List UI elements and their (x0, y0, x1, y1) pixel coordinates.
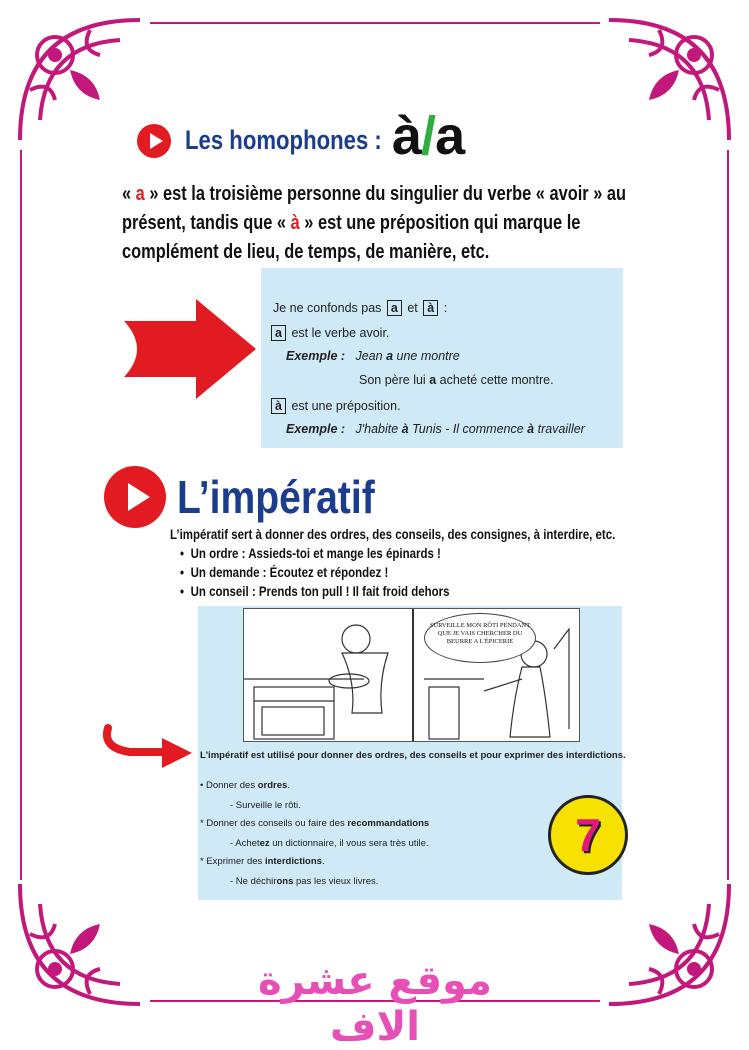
example-label: Exemple : (286, 422, 346, 436)
section1-explanation (122, 180, 655, 267)
boxed-letter-a-grave: à (271, 398, 286, 414)
example-text: J'habite (355, 422, 402, 436)
frame-right-line (727, 150, 729, 880)
explanation-text: » est la troisième personne du singulier du verbe « avoir » au présent, tandis que « (122, 183, 627, 234)
homophone-rule-box (261, 268, 623, 448)
usage-item-advice (200, 818, 429, 829)
highlight-a-grave: à (290, 212, 300, 234)
example-line-2 (359, 373, 554, 387)
box2-headline: L'impératif est utilisé pour donner des ordres, des conseils et pour exprimer des interdictions. (200, 750, 626, 761)
usage-example (230, 838, 429, 849)
footer-site-name: موقع عشرة الاف (258, 958, 492, 1050)
rule-text: Je ne confonds pas (273, 301, 382, 315)
rule-text: est une préposition. (291, 399, 401, 413)
example-line-1 (286, 349, 460, 363)
explanation-text: » est une préposition qui marque le complément de lieu, de temps, de manière, etc. (122, 212, 581, 263)
highlight-a: a (135, 183, 145, 205)
corner-ornament-top-left (0, 0, 150, 150)
example-bold: a (429, 373, 437, 387)
corner-ornament-bottom-left (0, 874, 150, 1024)
example-text: Tunis - Il commence (408, 422, 528, 436)
frame-left-line (20, 150, 22, 880)
usage-text: . (287, 780, 290, 791)
usage-text: * Exprimer des (200, 856, 265, 867)
boxed-letter-a-grave: à (423, 300, 438, 316)
usage-text: - Ne déchir (230, 876, 277, 887)
usage-text: pas les vieux livres. (293, 876, 379, 887)
usage-bold: ons (276, 876, 294, 887)
frame-top-line (150, 22, 600, 24)
speech-bubble: SURVEILLE MON RÔTI PENDANT QUE JE VAIS CHERCHER DU BEURRE A L'ÉPICERIE (424, 613, 536, 663)
red-arrow-icon (120, 297, 260, 401)
play-icon (104, 466, 166, 528)
rule-text: est le verbe avoir. (291, 326, 390, 340)
example-bold: à (527, 422, 535, 436)
usage-item-orders (200, 780, 290, 791)
boxed-letter-a: a (271, 325, 286, 341)
example-text: Jean (355, 349, 387, 363)
usage-text: • Donner des (200, 780, 258, 791)
example-bold: a (386, 349, 394, 363)
usage-text: * Donner des conseils ou faire des (200, 818, 348, 829)
section1-title: Les homophones : (185, 125, 382, 155)
example-line-3 (286, 422, 585, 436)
example-text: Son père lui (359, 373, 430, 387)
usage-bold: recommandations (347, 818, 430, 829)
comic-divider (412, 609, 414, 741)
usage-bold: ordres (257, 780, 288, 791)
example-bold: à (401, 422, 409, 436)
bullet-item: • Un ordre : Assieds-toi et mange les épinards ! (180, 545, 441, 561)
play-icon (137, 124, 171, 158)
usage-example: - Surveille le rôti. (230, 800, 301, 811)
page-number-badge: 7 (548, 795, 628, 875)
usage-example (230, 876, 378, 887)
rule-line-3 (269, 398, 401, 414)
usage-item-forbid (200, 856, 325, 867)
homophone-heading (392, 105, 464, 167)
bullet-item: • Un demande : Écoutez et répondez ! (180, 564, 388, 580)
corner-ornament-top-right (599, 0, 749, 150)
example-text: une montre (393, 349, 460, 363)
comic-illustration (243, 608, 580, 742)
usage-bold: ez (259, 838, 270, 849)
bullet-item: • Un conseil : Prends ton pull ! Il fait froid dehors (180, 583, 450, 599)
example-label: Exemple : (286, 349, 346, 363)
example-text: travailler (534, 422, 585, 436)
curved-arrow-icon (100, 722, 195, 770)
section2-intro: L’impératif sert à donner des ordres, des conseils, des consignes, à interdire, etc. (170, 526, 616, 542)
heading-a: a (435, 106, 465, 166)
heading-a-grave: à (392, 106, 422, 166)
usage-text: un dictionnaire, il vous sera très utile. (269, 838, 429, 849)
usage-text: . (321, 856, 325, 867)
rule-line-1 (273, 300, 447, 316)
rule-text: et (407, 301, 418, 315)
usage-text: - Achet (230, 838, 260, 849)
explanation-text: « (122, 183, 136, 205)
boxed-letter-a: a (387, 300, 402, 316)
rule-text: : (443, 301, 448, 315)
heading-slash: / (421, 106, 436, 166)
example-text: acheté cette montre. (436, 373, 554, 387)
usage-bold: interdictions (264, 856, 322, 867)
section2-title: L’impératif (177, 471, 375, 523)
rule-line-2 (269, 325, 389, 341)
